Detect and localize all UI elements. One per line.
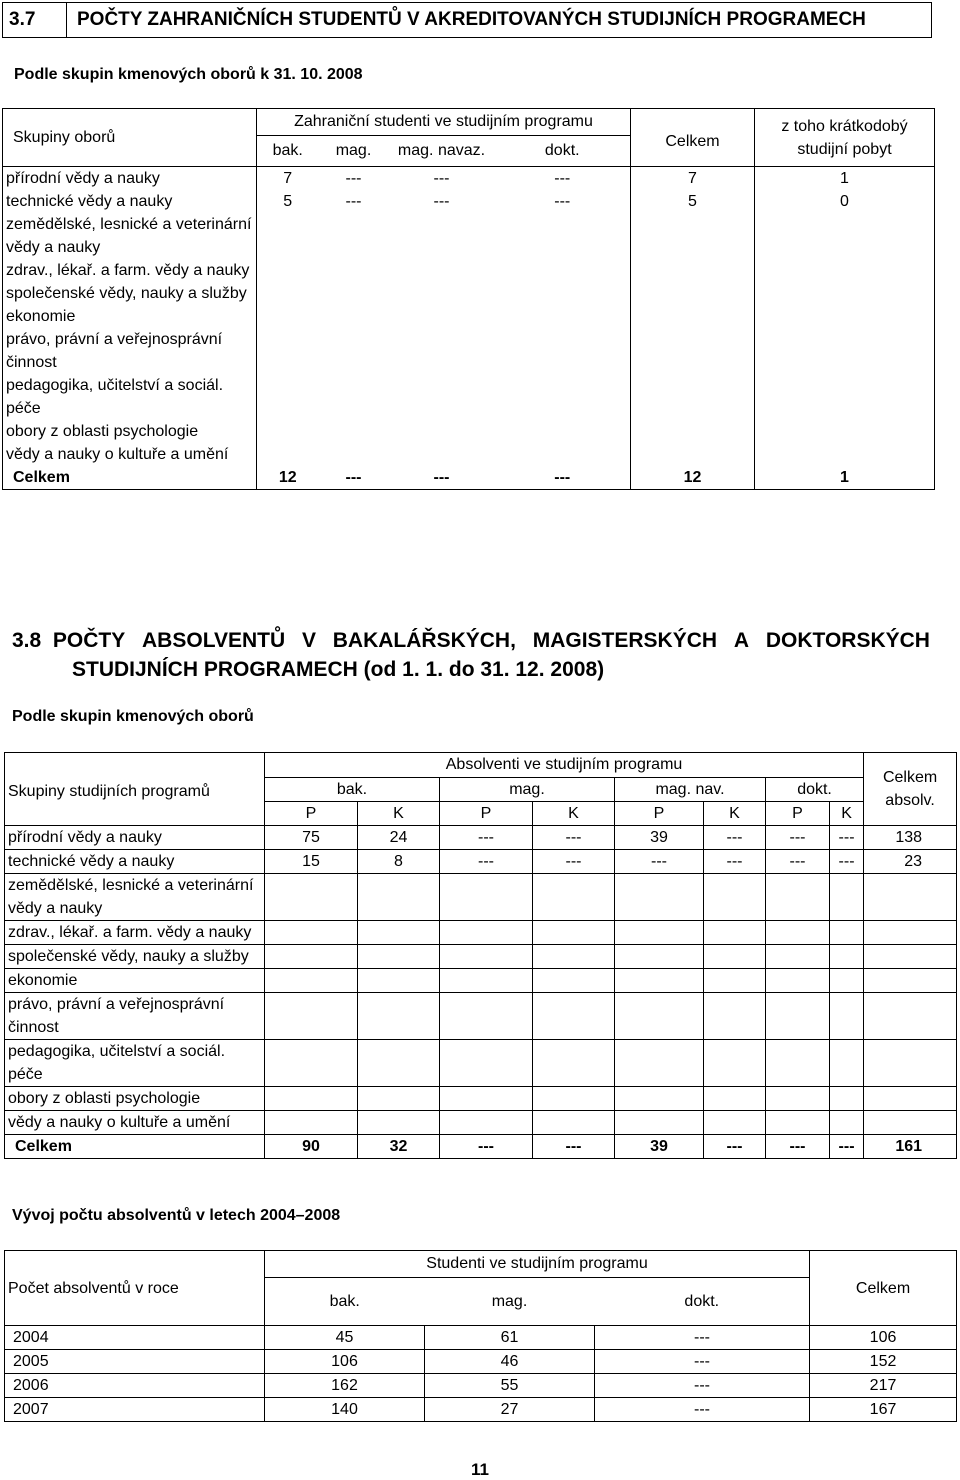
row-year: 2004 xyxy=(5,1326,265,1350)
cell-value xyxy=(830,1040,864,1087)
title-word: MAGISTERSKÝCH xyxy=(532,629,718,652)
cell-value: --- xyxy=(533,826,615,850)
cell-value xyxy=(864,1111,957,1135)
row-label: technické vědy a nauky xyxy=(6,193,173,210)
cell-value xyxy=(704,874,766,921)
cell-value xyxy=(265,1040,358,1087)
cell-value xyxy=(440,993,533,1040)
program-bak: bak. xyxy=(265,1278,425,1326)
cell-value xyxy=(495,282,631,305)
cell-value xyxy=(830,993,864,1040)
cell-value xyxy=(533,1087,615,1111)
table-row xyxy=(5,1040,957,1087)
cell-value: --- xyxy=(595,1398,810,1422)
cell-value: 152 xyxy=(810,1350,957,1374)
cell-value xyxy=(864,874,957,921)
cell-value xyxy=(257,328,319,374)
cell-value xyxy=(615,969,704,993)
cell-value: 106 xyxy=(265,1350,425,1374)
table-row xyxy=(5,993,957,1040)
cell-value xyxy=(533,969,615,993)
cell-value: 46 xyxy=(425,1350,595,1374)
cell-value xyxy=(704,945,766,969)
cell-value xyxy=(257,259,319,282)
column-header-program: Absolventi ve studijním programu xyxy=(265,753,864,778)
table-row xyxy=(3,190,935,213)
cell-value: --- xyxy=(595,1350,810,1374)
column-header-total xyxy=(864,753,957,826)
cell-value xyxy=(766,921,830,945)
cell-value: --- xyxy=(533,850,615,874)
row-label: pedagogika, učitelství a sociál. péče xyxy=(5,1040,265,1087)
cell-value xyxy=(389,374,495,420)
cell-value: 1 xyxy=(755,167,935,191)
cell-value xyxy=(615,921,704,945)
cell-value xyxy=(358,874,440,921)
cell-value xyxy=(389,305,495,328)
section-subtitle: Podle skupin kmenových oborů k 31. 10. 2008 xyxy=(14,66,363,83)
cell-value: --- xyxy=(766,850,830,874)
cell-value: --- xyxy=(830,826,864,850)
section-title-line-1 xyxy=(12,626,930,655)
sub-k: K xyxy=(704,802,766,826)
cell-value xyxy=(755,374,935,420)
cell-value: --- xyxy=(495,167,631,191)
row-year: 2006 xyxy=(5,1374,265,1398)
table-row xyxy=(5,969,957,993)
section-title: POČTY ZAHRANIČNÍCH STUDENTŮ V AKREDITOVANÝCH STUDIJNÍCH PROGRAMECH xyxy=(77,9,866,30)
cell-value xyxy=(631,328,755,374)
title-word: DOKTORSKÝCH xyxy=(765,629,930,652)
cell-value xyxy=(704,1111,766,1135)
table-header-row xyxy=(5,1251,957,1278)
cell-value xyxy=(358,969,440,993)
total-value: --- xyxy=(766,1135,830,1159)
cell-value xyxy=(533,1111,615,1135)
cell-value: --- xyxy=(704,850,766,874)
table-row xyxy=(5,1398,957,1422)
total-value: 90 xyxy=(265,1135,358,1159)
section-title-line-2: STUDIJNÍCH PROGRAMECH (od 1. 1. do 31. 12. 2008) xyxy=(72,658,605,681)
program-dokt: dokt. xyxy=(544,142,580,159)
cell-value xyxy=(358,1111,440,1135)
row-label: pedagogika, učitelství a sociál. péče xyxy=(6,377,224,417)
cell-value xyxy=(533,1040,615,1087)
sub-p: P xyxy=(766,802,830,826)
cell-value xyxy=(257,420,319,443)
cell-value xyxy=(440,1087,533,1111)
table-row xyxy=(5,1326,957,1350)
row-label: zdrav., lékař. a farm. vědy a nauky xyxy=(5,921,265,945)
total-value: --- xyxy=(554,469,571,486)
cell-value: 24 xyxy=(358,826,440,850)
cell-value xyxy=(440,1040,533,1087)
total-value: --- xyxy=(830,1135,864,1159)
cell-value xyxy=(755,420,935,443)
table-row xyxy=(3,443,935,466)
cell-value xyxy=(766,874,830,921)
table-row xyxy=(3,328,935,374)
cell-value xyxy=(257,374,319,420)
row-label: právo, právní a veřejnosprávní činnost xyxy=(5,993,265,1040)
column-header-total: Celkem xyxy=(810,1251,957,1326)
cell-value: 61 xyxy=(425,1326,595,1350)
cell-value: --- xyxy=(345,193,362,210)
section-header-3-8 xyxy=(12,626,930,684)
title-word: A xyxy=(733,629,750,652)
cell-value: --- xyxy=(595,1326,810,1350)
program-bak: bak. xyxy=(257,136,319,167)
cell-value: 138 xyxy=(864,826,957,850)
cell-value xyxy=(830,1087,864,1111)
cell-value: 8 xyxy=(358,850,440,874)
cell-value xyxy=(265,1111,358,1135)
cell-value: --- xyxy=(433,193,450,210)
cell-value xyxy=(704,921,766,945)
table-row xyxy=(3,259,935,282)
table-header-row xyxy=(5,753,957,778)
row-label: přírodní vědy a nauky xyxy=(5,826,265,850)
row-label: obory z oblasti psychologie xyxy=(5,1087,265,1111)
table-row xyxy=(5,945,957,969)
cell-value xyxy=(830,921,864,945)
cell-value xyxy=(358,945,440,969)
row-label: společenské vědy, nauky a služby xyxy=(6,285,247,302)
column-header-short-stay xyxy=(755,109,935,167)
cell-value xyxy=(389,328,495,374)
row-year: 2007 xyxy=(5,1398,265,1422)
row-label: vědy a nauky o kultuře a umění xyxy=(6,446,229,463)
cell-value: 45 xyxy=(265,1326,425,1350)
cell-value xyxy=(495,328,631,374)
cell-value xyxy=(319,443,389,466)
table-row xyxy=(5,874,957,921)
cell-value xyxy=(704,969,766,993)
cell-value xyxy=(755,443,935,466)
table-row xyxy=(5,1087,957,1111)
cell-value xyxy=(358,1087,440,1111)
cell-value xyxy=(265,921,358,945)
cell-value xyxy=(319,374,389,420)
graduates-development-table xyxy=(4,1250,957,1422)
cell-value: 15 xyxy=(265,850,358,874)
cell-value xyxy=(319,328,389,374)
cell-value xyxy=(755,305,935,328)
cell-value xyxy=(389,213,495,259)
cell-value xyxy=(704,993,766,1040)
cell-value xyxy=(631,374,755,420)
table-row xyxy=(5,1374,957,1398)
cell-value xyxy=(319,305,389,328)
cell-value xyxy=(358,1040,440,1087)
cell-value xyxy=(440,1111,533,1135)
table-total-row xyxy=(3,466,935,490)
row-label: zemědělské, lesnické a veterinární vědy a nauky xyxy=(6,216,252,256)
program-mag: mag. xyxy=(491,1293,528,1310)
cell-value xyxy=(257,305,319,328)
cell-value xyxy=(615,1087,704,1111)
cell-value xyxy=(755,328,935,374)
total-value: 1 xyxy=(755,466,935,490)
cell-value xyxy=(615,1040,704,1087)
cell-value xyxy=(766,1040,830,1087)
total-value: --- xyxy=(433,469,450,486)
column-header-group: Počet absolventů v roce xyxy=(8,1279,179,1297)
table-row xyxy=(3,420,935,443)
short-stay-line-1: z toho krátkodobý xyxy=(781,117,908,135)
cell-value xyxy=(389,282,495,305)
total-line-1: Celkem xyxy=(882,769,938,786)
cell-value: --- xyxy=(766,826,830,850)
cell-value: 55 xyxy=(425,1374,595,1398)
total-value: 39 xyxy=(615,1135,704,1159)
cell-value: --- xyxy=(615,850,704,874)
cell-value xyxy=(495,443,631,466)
program-mag-nav: mag. nav. xyxy=(615,778,766,802)
cell-value xyxy=(358,993,440,1040)
row-label: ekonomie xyxy=(6,308,76,325)
total-value: --- xyxy=(440,1135,533,1159)
cell-value xyxy=(864,969,957,993)
cell-value: 106 xyxy=(810,1326,957,1350)
title-word: BAKALÁŘSKÝCH, xyxy=(332,629,516,652)
row-label: přírodní vědy a nauky xyxy=(3,167,257,191)
cell-value xyxy=(389,443,495,466)
total-value: --- xyxy=(533,1135,615,1159)
program-mag: mag. xyxy=(440,778,615,802)
section-header-3-7 xyxy=(2,2,932,38)
cell-value: --- xyxy=(440,826,533,850)
cell-value xyxy=(864,993,957,1040)
cell-value xyxy=(631,282,755,305)
total-value: --- xyxy=(704,1135,766,1159)
total-value: --- xyxy=(345,469,362,486)
cell-value xyxy=(533,921,615,945)
table-header-row xyxy=(3,109,935,136)
cell-value xyxy=(265,993,358,1040)
cell-value: --- xyxy=(830,850,864,874)
cell-value: 27 xyxy=(425,1398,595,1422)
cell-value xyxy=(704,1087,766,1111)
column-header-program: Zahraniční studenti ve studijním programu xyxy=(257,109,631,136)
cell-value xyxy=(257,282,319,305)
cell-value xyxy=(319,282,389,305)
cell-value: --- xyxy=(704,826,766,850)
cell-value xyxy=(533,945,615,969)
cell-value xyxy=(440,969,533,993)
sub-p: P xyxy=(440,802,533,826)
cell-value xyxy=(615,945,704,969)
cell-value: 217 xyxy=(810,1374,957,1398)
cell-value xyxy=(319,259,389,282)
total-value: 161 xyxy=(864,1135,957,1159)
row-label: vědy a nauky o kultuře a umění xyxy=(5,1111,265,1135)
cell-value xyxy=(389,420,495,443)
cell-value xyxy=(257,443,319,466)
cell-value xyxy=(265,969,358,993)
cell-value xyxy=(358,921,440,945)
column-header-program: Studenti ve studijním programu xyxy=(265,1251,810,1278)
cell-value xyxy=(389,259,495,282)
cell-value xyxy=(631,420,755,443)
cell-value xyxy=(704,1040,766,1087)
row-label: technické vědy a nauky xyxy=(5,850,265,874)
graduates-table xyxy=(4,752,957,1159)
table-row xyxy=(3,282,935,305)
program-mag-navaz: mag. navaz. xyxy=(397,142,486,159)
sub-k: K xyxy=(533,802,615,826)
cell-value: 162 xyxy=(265,1374,425,1398)
title-word: ABSOLVENTŮ xyxy=(142,629,286,652)
cell-value xyxy=(533,993,615,1040)
row-year: 2005 xyxy=(5,1350,265,1374)
page-number: 11 xyxy=(471,1460,489,1479)
row-label: právo, právní a veřejnosprávní činnost xyxy=(6,331,223,371)
section-subtitle: Podle skupin kmenových oborů xyxy=(12,708,254,725)
cell-value xyxy=(319,420,389,443)
cell-value xyxy=(631,259,755,282)
cell-value xyxy=(440,945,533,969)
short-stay-line-2: studijní pobyt xyxy=(797,140,892,158)
cell-value xyxy=(495,420,631,443)
cell-value xyxy=(755,282,935,305)
table-row xyxy=(3,213,935,259)
total-value: 12 xyxy=(631,466,755,490)
cell-value xyxy=(830,1111,864,1135)
section-number: 3.7 xyxy=(3,3,67,37)
cell-value xyxy=(755,259,935,282)
title-word: POČTY xyxy=(52,629,126,652)
cell-value xyxy=(319,213,389,259)
cell-value xyxy=(766,945,830,969)
cell-value: --- xyxy=(389,167,495,191)
program-mag: mag. xyxy=(335,142,372,159)
cell-value xyxy=(615,993,704,1040)
sub-p: P xyxy=(615,802,704,826)
cell-value xyxy=(440,921,533,945)
cell-value xyxy=(864,1087,957,1111)
total-label: Celkem xyxy=(15,1138,72,1155)
title-word: V xyxy=(301,629,316,652)
cell-value: 5 xyxy=(631,190,755,213)
cell-value xyxy=(766,993,830,1040)
cell-value: 7 xyxy=(631,167,755,191)
program-dokt: dokt. xyxy=(766,778,864,802)
cell-value: 23 xyxy=(864,850,957,874)
cell-value xyxy=(864,921,957,945)
program-dokt: dokt. xyxy=(684,1293,720,1310)
cell-value xyxy=(766,1111,830,1135)
cell-value xyxy=(830,945,864,969)
total-line-2: absolv. xyxy=(885,792,935,809)
cell-value: --- xyxy=(319,167,389,191)
cell-value: --- xyxy=(595,1374,810,1398)
table-row xyxy=(5,826,957,850)
cell-value xyxy=(631,443,755,466)
cell-value xyxy=(766,969,830,993)
cell-value xyxy=(615,874,704,921)
total-value: 12 xyxy=(257,466,319,490)
row-label: ekonomie xyxy=(5,969,265,993)
cell-value xyxy=(766,1087,830,1111)
foreign-students-table xyxy=(2,108,935,490)
row-label: zdrav., lékař. a farm. vědy a nauky xyxy=(6,262,250,279)
column-header-total: Celkem xyxy=(631,109,755,167)
sub-p: P xyxy=(265,802,358,826)
cell-value xyxy=(631,213,755,259)
cell-value xyxy=(864,945,957,969)
program-bak: bak. xyxy=(265,778,440,802)
cell-value xyxy=(864,1040,957,1087)
cell-value xyxy=(755,213,935,259)
cell-value: 140 xyxy=(265,1398,425,1422)
cell-value: 75 xyxy=(265,826,358,850)
cell-value xyxy=(631,305,755,328)
cell-value xyxy=(495,259,631,282)
table-row xyxy=(5,1350,957,1374)
table-row xyxy=(5,921,957,945)
table-row xyxy=(3,305,935,328)
cell-value xyxy=(495,305,631,328)
cell-value: --- xyxy=(554,193,571,210)
section-number: 3.8 xyxy=(12,629,42,652)
column-header-group: Skupiny oborů xyxy=(13,129,116,146)
cell-value xyxy=(440,874,533,921)
cell-value xyxy=(265,945,358,969)
table-row xyxy=(5,1111,957,1135)
cell-value: 0 xyxy=(755,190,935,213)
cell-value xyxy=(495,374,631,420)
total-value: 32 xyxy=(358,1135,440,1159)
cell-value xyxy=(265,874,358,921)
row-label: obory z oblasti psychologie xyxy=(6,423,199,440)
total-label: Celkem xyxy=(13,469,70,486)
column-header-group: Skupiny studijních programů xyxy=(8,782,210,800)
cell-value: 7 xyxy=(257,167,319,191)
table-row xyxy=(3,167,935,191)
table-row xyxy=(3,374,935,420)
cell-value: 39 xyxy=(615,826,704,850)
table-total-row xyxy=(5,1135,957,1159)
row-label: zemědělské, lesnické a veterinární vědy a nauky xyxy=(5,874,265,921)
cell-value xyxy=(830,969,864,993)
cell-value xyxy=(257,213,319,259)
cell-value xyxy=(495,213,631,259)
cell-value xyxy=(265,1087,358,1111)
sub-k: K xyxy=(830,802,864,826)
cell-value: 167 xyxy=(810,1398,957,1422)
row-label: společenské vědy, nauky a služby xyxy=(5,945,265,969)
cell-value xyxy=(615,1111,704,1135)
cell-value xyxy=(533,874,615,921)
cell-value: 5 xyxy=(257,190,319,213)
cell-value: --- xyxy=(440,850,533,874)
cell-value xyxy=(830,874,864,921)
development-title: Vývoj počtu absolventů v letech 2004–2008 xyxy=(12,1207,341,1224)
sub-k: K xyxy=(358,802,440,826)
table-row xyxy=(5,850,957,874)
